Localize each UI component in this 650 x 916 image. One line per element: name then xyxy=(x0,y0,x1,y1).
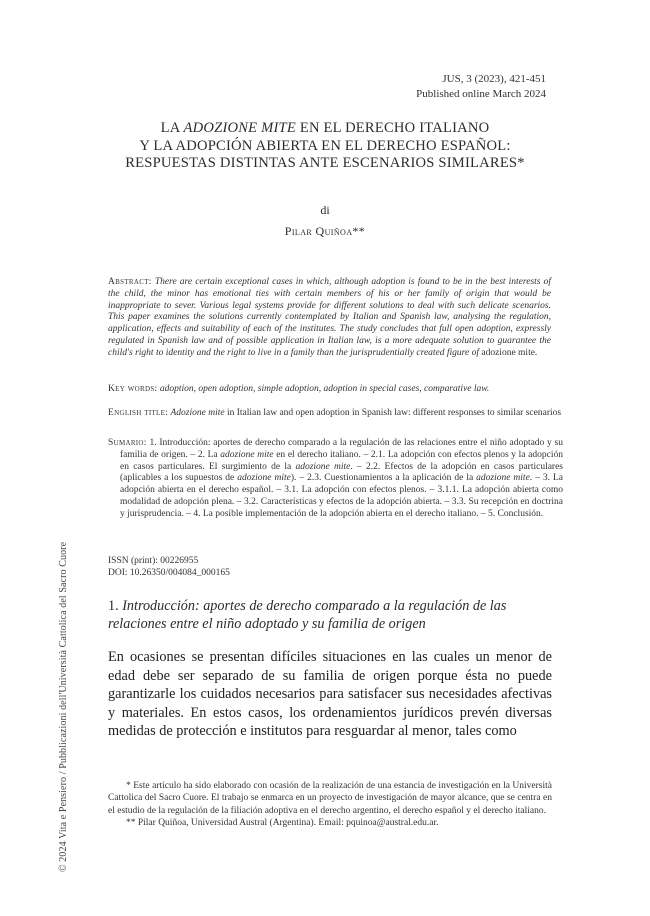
abstract-text: There are certain exceptional cases in which, although adoption is found to be in the best interests of the child, the minor has emotional ties with certain members of his or her family of origin that would be inappropriate to sever. Various legal systems provide for different solutions to deal with such delicate scenarios. This paper examines the solutions currently contemplated by Italian and Spanish law, analysing the regulation, application, effects and suitability of each of the institutes. The study concludes that full open adoption, expressly regulated in Spanish law and of possible application in Italian law, is a more adequate solution to guarantee the child's right to identity and the right to live in a family than the jurisprudentially created figure of xyxy=(108,277,551,358)
keywords xyxy=(108,384,551,396)
english-title-label: English title: xyxy=(108,408,169,418)
abstract xyxy=(108,277,551,360)
english-title-text: in Italian law and open adoption in Spanish law: different responses to similar scenarios xyxy=(224,408,562,418)
section-title: Introducción: aportes de derecho comparado a la regulación de las relaciones entre el niño adoptado y su familia de origen xyxy=(108,598,507,632)
title-line-3: RESPUESTAS DISTINTAS ANTE ESCENARIOS SIMILARES* xyxy=(125,155,525,171)
footnotes xyxy=(108,780,552,830)
title-line-2: Y LA ADOPCIÓN ABIERTA EN EL DERECHO ESPAÑOL: xyxy=(139,137,511,154)
article-title xyxy=(104,120,546,173)
section-heading xyxy=(108,598,552,633)
footnote-2: ** Pilar Quiñoa, Universidad Austral (Argentina). Email: pquinoa@austral.edu.ar. xyxy=(126,818,439,829)
sumario-label: Sumario: xyxy=(108,438,147,448)
keywords-label: Key words: xyxy=(108,384,158,394)
keywords-text: adoption, open adoption, simple adoption, adoption in special cases, comparative law. xyxy=(159,384,490,394)
table-of-contents: Sumario: 1. Introducción: aportes de derecho comparado a la regulación de las relaciones entre el niño adoptado y su familia de origen. – 2. La adozione mite en el derecho italiano. – 2.1. La adopción con efectos plenos y la adopción en casos particulares. El surgimiento de la adozione mite. – 2.2. Efectos de la adopción en casos particulares (aplicables a los supuestos de adozione mite). – 2.3. Cuestionamientos a la aplicación de la adozione mite. – 3. La adopción abierta en el derecho español. – 3.1. La adopción con efectos plenos. – 3.1.1. La adopción abierta como modalidad de adopción plena. – 3.2. Características y efectos de la adopción abierta. – 3.3. Su recepción en doctrina y jurisprudencia. – 4. La posible implementación de la adopción abierta en el derecho italiano. – 5. Conclusión. xyxy=(108,438,563,519)
journal-citation: JUS, 3 (2023), 421-451 xyxy=(442,73,546,85)
title-italic-term: ADOZIONE MITE xyxy=(183,120,296,136)
publication-date: Published online March 2024 xyxy=(416,88,546,100)
identifiers xyxy=(108,556,551,580)
body-paragraph: En ocasiones se presentan difíciles situaciones en las cuales un menor de edad debe ser separado de su familia de origen porque ésta no puede garantizarle los cuidados necesarios para satisfacer sus necesidades afectivas y materiales. En estos casos, los ordenamientos jurídicos prevén diversas medidas de protección e institutos para resguardar al menor, tales como xyxy=(108,649,552,739)
author-name: Pilar Quiñoa** xyxy=(284,224,366,238)
issn: ISSN (print): 00226955 xyxy=(108,556,199,566)
abstract-text-end: adozione mite. xyxy=(481,347,538,358)
english-title xyxy=(108,408,563,420)
abstract-label: Abstract: xyxy=(108,277,152,287)
footnote-1: * Este artículo ha sido elaborado con ocasión de la realización de una estancia de investigación en la Università Cattolica del Sacro Cuore. El trabajo se enmarca en un proyecto de investigación de mayor alcance, que se centra en el estudio de la regulación de la filiación adoptiva en el derecho argentino, el derecho español y el derecho italiano. xyxy=(108,781,552,816)
english-title-italic: Adozione mite xyxy=(170,408,225,418)
byline-di: di xyxy=(320,203,330,217)
title-line-1: LA ADOZIONE MITE EN EL DERECHO ITALIANO xyxy=(160,120,490,136)
section-number: 1. xyxy=(108,598,123,614)
copyright-side-text: © 2024 Vita e Pensiero / Pubblicazioni dell'Università Cattolica del Sacro Cuore xyxy=(58,541,69,872)
doi: DOI: 10.26350/004084_000165 xyxy=(108,567,230,578)
journal-header xyxy=(416,72,546,102)
